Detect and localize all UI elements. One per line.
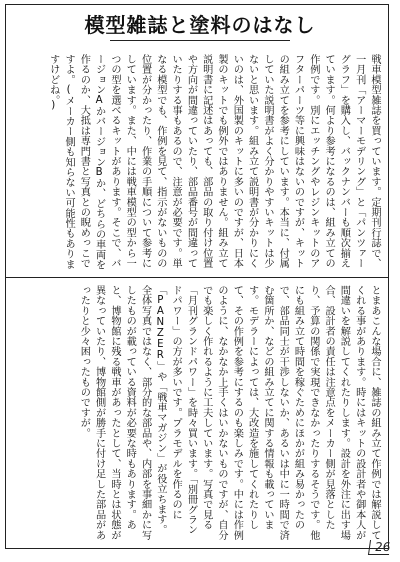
article-title: 模型雑誌と塗料のはなし [84,13,316,37]
page-number: 26 [368,540,391,555]
title-underline [110,40,290,41]
section-divider [5,277,389,278]
article-body-bottom: とまあこんな場合に、雑誌の組み立て作例では解説してくれる事があります。時にはキットの設計者や御本人が間違いを解説してくれたりします。設計を外注に出す場合、設計者の責任は注意点をメーカー側が見落としたり、予算の関係で実現できなかったりするそうです。他にも組み立て時間を稼ぐためにほかが組み易かったので、部品同士が干渉しないか、あるいは中に一時間で済む箇所か、などの組み立てに関する情報も載っています。モデラーによっては、大改造を施してくれたりして、その作例を参考にするのも楽しみです。中には作例のように、なかなか上手くはいかないものですが、自分でも楽しく作れるように工夫しています。写真で見る「月刊グランドパワー」を時々買います。「別冊グランドパワー」の方が多いです。プラモデルを作るのに「PANZER」や「戦車マガジン」が役立ちます。全体写真ではなく、部分的な部品や、内部を事細かに写したものが載っている資料が必要な時もあります。あと、博物館に残る戦車があったとして、当時とは状態が異なっていたり、博物館側が勝手に付け足した部品があったりと少々困ったものですが。 [78,285,380,540]
article-body-top: 戦車模型雑誌を買っています。定期刊行誌で、一月刊「アーマーモデリング」と「パンツァーグラフ」を購入し、バックナンバーも順次揃えています。何より参考になるのは、組み立ての作例です。別にエッチングやレジンキットのアフターパーツ等に興味はないのですが、キットの組み立てを参考にしています。本当に、付属していた説明書がよく分かりやすいキットは少ないと思います。組み立て説明書が分かりにくいのは、外国製のキットに多いのですが、日本製のキットでも例外ではありません。組み立て説明書に記述はあっても、部品の取り付け位置や方向が間違っていたり、部品番号が間違っていたりする事もあるので、注意が必要です。単なる模型でも、作例を見て、指示がないものの位置が分かったり、作業の手順について参考にしています。また、中には戦車模型の型から一つの型を選べるキットがあります。そこで、バージョンAかバージョンBか、どちらの車両を作るのか、大抵は専門書と写真との睨めっこですよ。(メーカー側も知らない可能性もありますけどね。) [47,54,380,270]
